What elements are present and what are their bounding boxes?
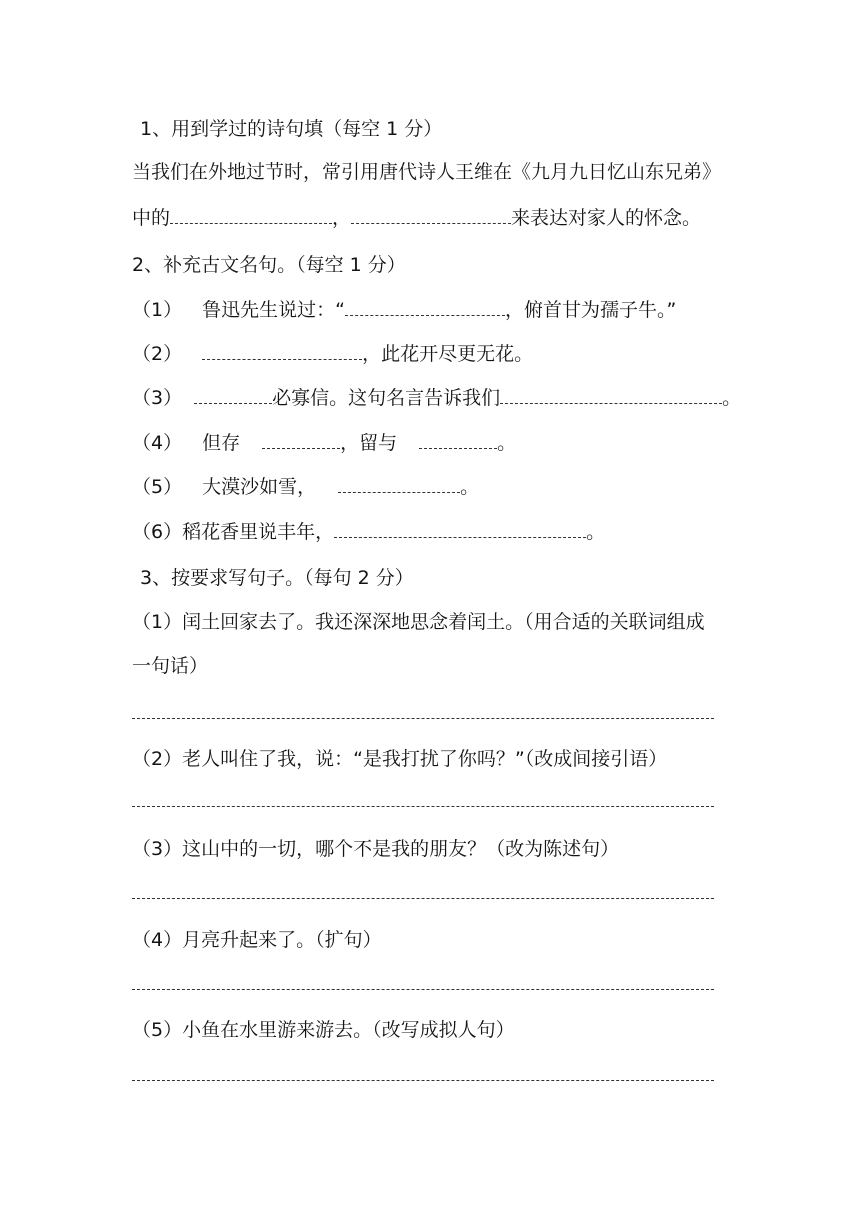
- fill-blank[interactable]: [194, 389, 272, 404]
- section-1-heading: 1、用到学过的诗句填（每空 1 分）: [140, 118, 443, 140]
- section-2-item-3: （3） 必寡信。这句名言告诉我们 。: [132, 387, 742, 409]
- fill-blank[interactable]: [500, 389, 722, 404]
- section-3-q1-line-1: （1）闰土回家去了。我还深深地思念着闰土。（用合适的关联词组成: [132, 611, 705, 633]
- fill-blank[interactable]: [170, 209, 332, 224]
- answer-line[interactable]: [132, 718, 714, 719]
- section-2-item-2: （2） ，此花开尽更无花。: [132, 343, 534, 365]
- section-1-line-1: 当我们在外地过节时，常引用唐代诗人王维在《九月九日忆山东兄弟》: [132, 161, 722, 183]
- fill-blank[interactable]: [419, 434, 497, 449]
- answer-line[interactable]: [132, 898, 714, 899]
- answer-line[interactable]: [132, 806, 714, 807]
- answer-line[interactable]: [132, 989, 714, 990]
- fill-blank[interactable]: [338, 478, 460, 493]
- section-1-line-2: 中的 ， 来表达对家人的怀念。: [132, 207, 702, 229]
- fill-blank[interactable]: [351, 209, 511, 224]
- fill-blank[interactable]: [202, 345, 362, 360]
- section-2-heading: 2、补充古文名句。（每空 1 分）: [132, 254, 406, 276]
- fill-blank[interactable]: [334, 523, 586, 538]
- section-2-item-5: （5） 大漠沙如雪， 。: [132, 476, 480, 498]
- section-3-q2: （2）老人叫住了我，说：“是我打扰了你吗？”（改成间接引语）: [132, 748, 668, 770]
- fill-blank[interactable]: [262, 434, 340, 449]
- answer-line[interactable]: [132, 1080, 714, 1081]
- section-3-q3: （3）这山中的一切，哪个不是我的朋友？（改为陈述句）: [132, 838, 620, 860]
- section-3-heading: 3、按要求写句子。（每句 2 分）: [140, 567, 414, 589]
- section-2-item-1: （1） 鲁迅先生说过：“ ，俯首甘为孺子牛。”: [132, 299, 677, 321]
- section-3-q4: （4）月亮升起来了。（扩句）: [132, 929, 382, 951]
- section-3-q1-line-2: 一句话）: [132, 655, 209, 677]
- section-2-item-4: （4） 但存 ，留与 。: [132, 432, 517, 454]
- section-2-item-6: （6）稻花香里说丰年， 。: [132, 521, 606, 543]
- section-3-q5: （5）小鱼在水里游来游去。（改写成拟人句）: [132, 1019, 515, 1041]
- fill-blank[interactable]: [345, 301, 505, 316]
